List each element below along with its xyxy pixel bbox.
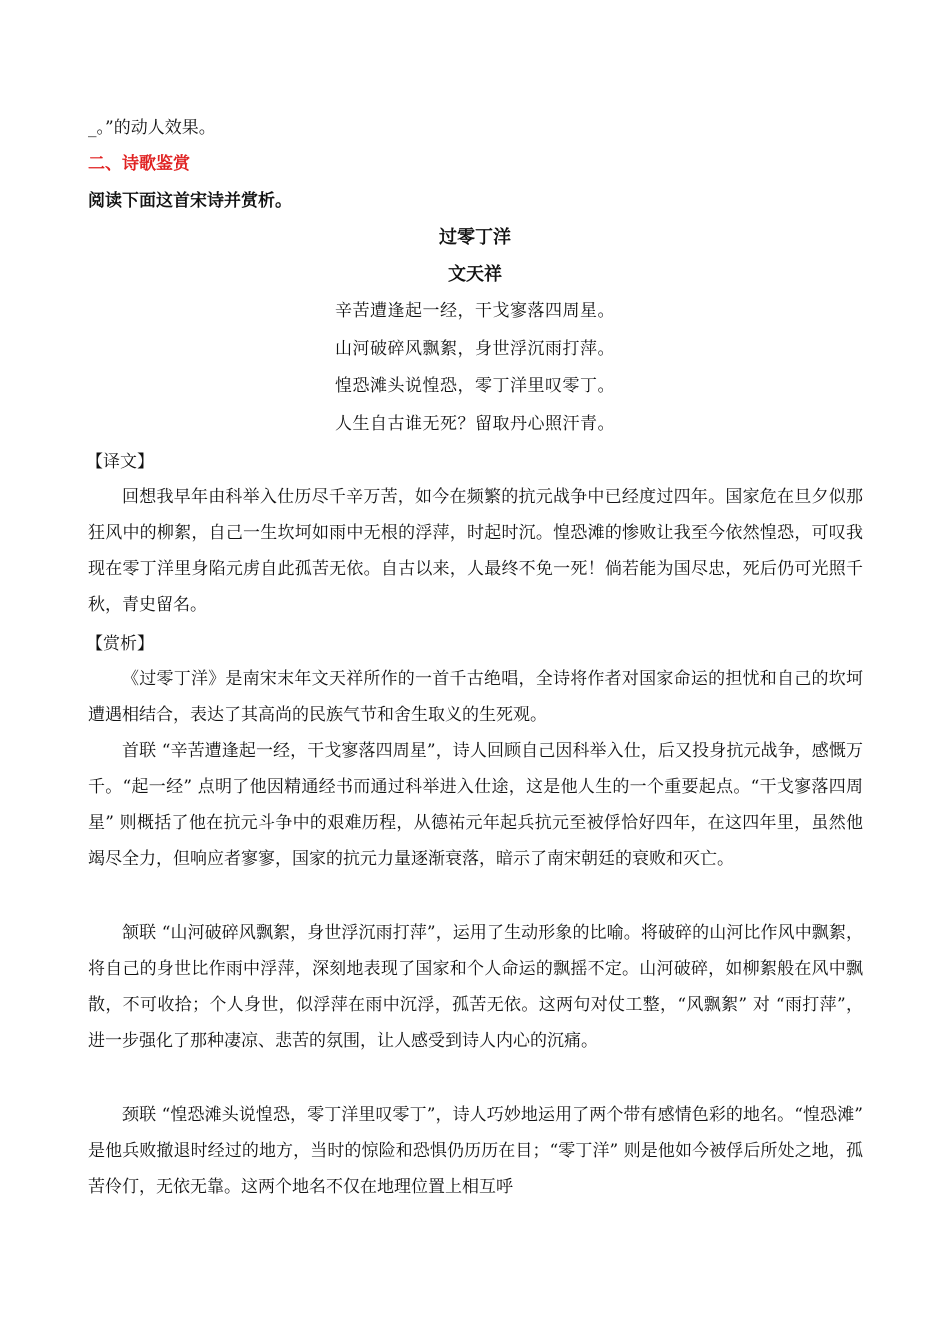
- poem-line: 惶恐滩头说惶恐，零丁洋里叹零丁。: [335, 376, 615, 396]
- poem-line: 人生自古谁无死？留取丹心照汗青。: [335, 414, 615, 434]
- section-heading: 二、诗歌鉴赏: [88, 154, 190, 174]
- poem-line: 辛苦遭逢起一经，干戈寥落四周星。: [335, 301, 615, 321]
- poem-title: 过零丁洋: [439, 227, 511, 248]
- appreciation-paragraph: 颔联 “山河破碎风飘絮，身世浮沉雨打萍”，运用了生动形象的比喻。将破碎的山河比作风中飘絮，将自己的身世比作雨中浮萍，深刻地表现了国家和个人命运的飘摇不定。山河破碎，如柳絮般在风中飘散，不可收拾；个人身世，似浮萍在雨中沉浮，孤苦无依。这两句对仗工整，“风飘絮” 对 “雨打萍”，进一步强化了那种凄凉、悲苦的氛围，让人感受到诗人内心的沉痛。: [88, 923, 863, 1051]
- poem-author: 文天祥: [448, 264, 502, 285]
- fragment-line: _。”的动人效果。: [88, 118, 216, 138]
- appreciation-paragraph: 《过零丁洋》是南宋末年文天祥所作的一首千古绝唱，全诗将作者对国家命运的担忧和自己的坎坷遭遇相结合，表达了其高尚的民族气节和舍生取义的生死观。: [88, 669, 863, 725]
- appreciation-paragraph: 颈联 “惶恐滩头说惶恐，零丁洋里叹零丁”，诗人巧妙地运用了两个带有感情色彩的地名。“惶恐滩” 是他兵败撤退时经过的地方，当时的惊险和恐惧仍历历在目；“零丁洋” 则是他如今被俘后所处之地，孤苦伶仃，无依无靠。这两个地名不仅在地理位置上相互呼: [88, 1105, 863, 1197]
- poem-line: 山河破碎风飘絮，身世浮沉雨打萍。: [335, 339, 615, 359]
- translation-label: 【译文】: [86, 452, 154, 472]
- translation-paragraph: 回想我早年由科举入仕历尽千辛万苦，如今在频繁的抗元战争中已经度过四年。国家危在旦夕似那狂风中的柳絮，自己一生坎坷如雨中无根的浮萍，时起时沉。惶恐滩的惨败让我至今依然惶恐，可叹我现在零丁洋里身陷元虏自此孤苦无依。自古以来，人最终不免一死！倘若能为国尽忠，死后仍可光照千秋，青史留名。: [88, 487, 863, 615]
- instruction-line: 阅读下面这首宋诗并赏析。: [88, 191, 292, 211]
- appreciation-paragraph: 首联 “辛苦遭逢起一经，干戈寥落四周星”，诗人回顾自己因科举入仕，后又投身抗元战争，感慨万千。“起一经” 点明了他因精通经书而通过科举进入仕途，这是他人生的一个重要起点。“干戈寥落四周星” 则概括了他在抗元斗争中的艰难历程，从德祐元年起兵抗元至被俘恰好四年，在这四年里，虽然他竭尽全力，但响应者寥寥，国家的抗元力量逐渐衰落，暗示了南宋朝廷的衰败和灭亡。: [88, 741, 863, 869]
- appreciation-label: 【赏析】: [86, 634, 154, 654]
